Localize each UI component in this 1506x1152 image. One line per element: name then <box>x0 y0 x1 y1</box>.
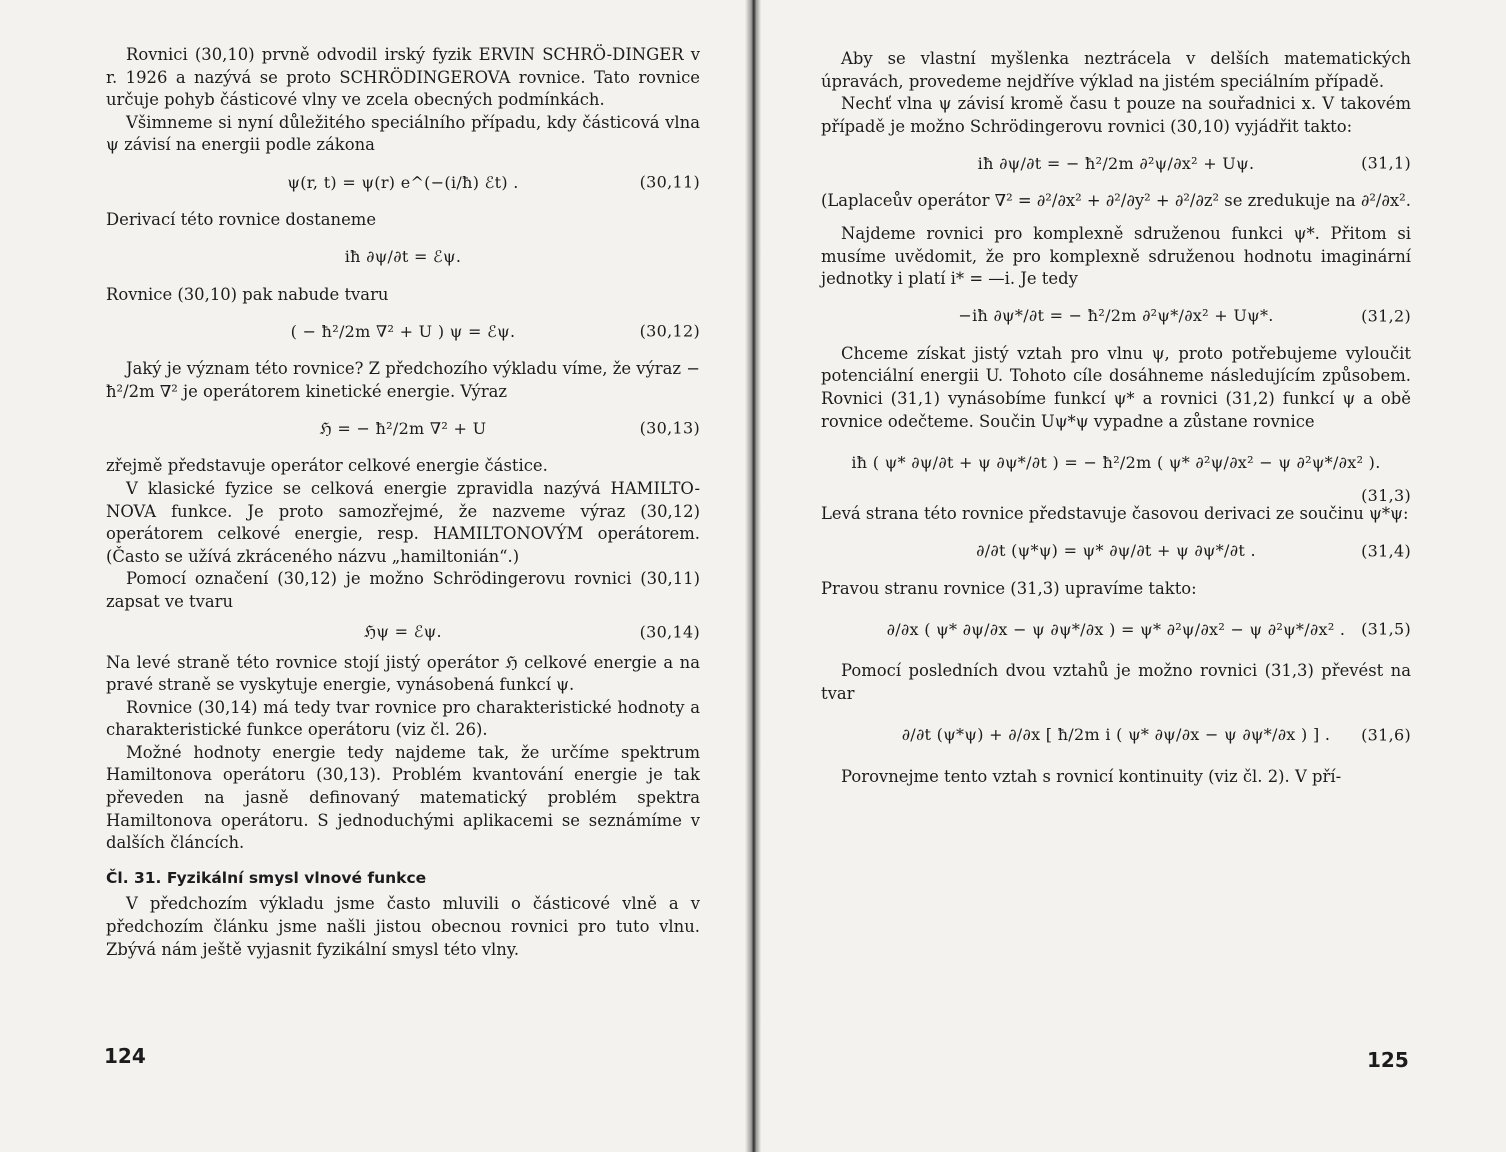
paragraph: Porovnejme tento vztah s rovnicí kontinuity (viz čl. 2). V pří- <box>841 766 1342 786</box>
right-page-text <box>821 48 1411 788</box>
equation-expression: ∂/∂t (ψ*ψ) = ψ* ∂ψ/∂t + ψ ∂ψ*/∂t . <box>976 541 1256 561</box>
equation <box>821 142 1411 186</box>
equation-number: (31,6) <box>1361 725 1411 745</box>
equation-number: (31,5) <box>1361 620 1411 640</box>
equation <box>821 437 1411 505</box>
paragraph: Rovnici (30,10) prvně odvodil irský fyzik ERVIN SCHRÖ-DINGER v r. 1926 a nazývá se proto SCHRÖDINGEROVA rovnice. Tato rovnice určuje pohyb částicové vlny ve zcela obecných podmínkách. <box>106 45 700 110</box>
equation-number: (30,13) <box>639 419 700 439</box>
equation-expression: ∂/∂t (ψ*ψ) + ∂/∂x [ ħ/2m i ( ψ* ∂ψ/∂x − ψ ∂ψ*/∂x ) ] . <box>901 725 1331 745</box>
paragraph: Nechť vlna ψ závisí kromě času t pouze na souřadnici x. V takovém případě je možno Schrödingerovu rovnici (30,10) vyjádřit takto: <box>821 94 1411 136</box>
paragraph: V předchozím výkladu jsme často mluvili o částicové vlně a v předchozím článku jsme našli jistou obecnou rovnici pro tuto vlnu. Zbývá nám ještě vyjasnit fyzikální smysl této vlny. <box>106 894 700 959</box>
left-page-text <box>106 44 700 961</box>
left-page <box>0 0 745 1152</box>
paragraph: (Laplaceův operátor ∇² = ∂²/∂x² + ∂²/∂y² + ∂²/∂z² se zredukuje na ∂²/∂x². <box>821 191 1411 211</box>
equation-expression: −iħ ∂ψ*/∂t = − ħ²/2m ∂²ψ*/∂x² + Uψ*. <box>958 306 1274 326</box>
paragraph: Pomocí posledních dvou vztahů je možno rovnici (31,3) převést na tvar <box>821 661 1411 703</box>
equation-number: (31,1) <box>1361 154 1411 174</box>
equation-expression: iħ ∂ψ/∂t = ℰψ. <box>344 247 462 267</box>
equation <box>106 407 700 451</box>
section-heading: Čl. 31. Fyzikální smysl vlnové funkce <box>106 868 427 887</box>
equation-expression: ∂/∂x ( ψ* ∂ψ/∂x − ψ ∂ψ*/∂x ) = ψ* ∂²ψ/∂x² − ψ ∂²ψ*/∂x² . <box>886 620 1346 640</box>
equation <box>821 604 1411 656</box>
equation <box>106 236 700 280</box>
paragraph: Rovnice (30,14) má tedy tvar rovnice pro charakteristické hodnoty a charakteristické funkce operátoru (viz čl. 26). <box>106 697 700 740</box>
equation-expression: ℌψ = ℰψ. <box>364 622 442 642</box>
equation <box>106 161 700 205</box>
paragraph: Všimneme si nyní důležitého speciálního případu, kdy částicová vlna ψ závisí na energii podle zákona <box>106 112 700 155</box>
paragraph: zřejmě představuje operátor celkové energie částice. <box>106 456 548 476</box>
paragraph: Rovnice (30,10) pak nabude tvaru <box>106 284 389 304</box>
equation-number: (30,11) <box>639 172 700 192</box>
paragraph: Na levé straně této rovnice stojí jistý operátor ℌ celkové energie a na pravé straně se vyskytuje energie, vynásobená funkcí ψ. <box>106 652 700 695</box>
equation-expression: ℌ = − ħ²/2m ∇² + U <box>319 419 487 439</box>
paragraph: Pravou stranu rovnice (31,3) upravíme takto: <box>821 578 1197 598</box>
equation-expression: iħ ∂ψ/∂t = − ħ²/2m ∂²ψ/∂x² + Uψ. <box>977 154 1255 174</box>
page-number: 124 <box>104 1044 146 1068</box>
equation-number: (31,3) <box>1361 485 1411 505</box>
paragraph: Pomocí označení (30,12) je možno Schrödingerovu rovnici (30,11) zapsat ve tvaru <box>106 569 700 611</box>
paragraph: Chceme získat jistý vztah pro vlnu ψ, proto potřebujeme vyloučit potenciální energii U. Tohoto cíle dosáhneme následujícím způsobem. Rovnici (31,1) vynásobíme funkcí ψ* a rovnici (31,2) funkcí ψ a obě rovnice odečteme. Součin Uψ*ψ vypadne a zůstane rovnice <box>821 343 1411 431</box>
right-page <box>761 0 1506 1152</box>
paragraph: Najdeme rovnici pro komplexně sdruženou funkci ψ*. Přitom si musíme uvědomit, že pro komplexně sdruženou hodnotu imaginární jednotky i platí i* = —i. Je tedy <box>821 223 1411 289</box>
equation-number: (31,2) <box>1361 306 1411 326</box>
paragraph: Aby se vlastní myšlenka neztrácela v delších matematických úpravách, provedeme nejdříve výklad na jistém speciálním případě. <box>821 49 1411 91</box>
paragraph: Derivací této rovnice dostaneme <box>106 209 377 229</box>
paragraph: V klasické fyzice se celková energie zpravidla nazývá HAMILTO-NOVA funkce. Je proto samozřejmé, že nazveme výraz (30,12) operátorem celkové energie, resp. HAMILTONOVÝM operátorem. (Často se užívá zkráceného názvu „hamiltonián“.) <box>106 478 700 566</box>
paragraph: Levá strana této rovnice představuje časovou derivaci ze součinu ψ*ψ: <box>821 504 1409 524</box>
book-gutter <box>745 0 761 1152</box>
equation-number: (31,4) <box>1361 541 1411 561</box>
equation <box>821 295 1411 339</box>
equation-number: (30,12) <box>639 321 700 341</box>
equation <box>106 310 700 354</box>
equation <box>821 530 1411 574</box>
page-number: 125 <box>1367 1048 1409 1072</box>
paragraph: Možné hodnoty energie tedy najdeme tak, že určíme spektrum Hamiltonova operátoru (30,13). Problém kvantování energie je tak převeden na jasně definovaný matematický problém spektra Hamiltonova operátoru. S jednoduchými aplikacemi se seznámíme v dalších článcích. <box>106 742 700 853</box>
equation-expression: iħ ( ψ* ∂ψ/∂t + ψ ∂ψ*/∂t ) = − ħ²/2m ( ψ* ∂²ψ/∂x² − ψ ∂²ψ*/∂x² ). <box>851 452 1381 472</box>
equation-number: (30,14) <box>639 622 700 642</box>
equation <box>106 618 700 648</box>
equation-expression: ( − ħ²/2m ∇² + U ) ψ = ℰψ. <box>290 321 516 341</box>
paragraph: Jaký je význam této rovnice? Z předchozího výkladu víme, že výraz − ħ²/2m ∇² je operátorem kinetické energie. Výraz <box>106 359 700 401</box>
equation <box>821 710 1411 762</box>
equation-expression: ψ(r, t) = ψ(r) e^(−(i/ħ) ℰt) . <box>287 172 519 192</box>
